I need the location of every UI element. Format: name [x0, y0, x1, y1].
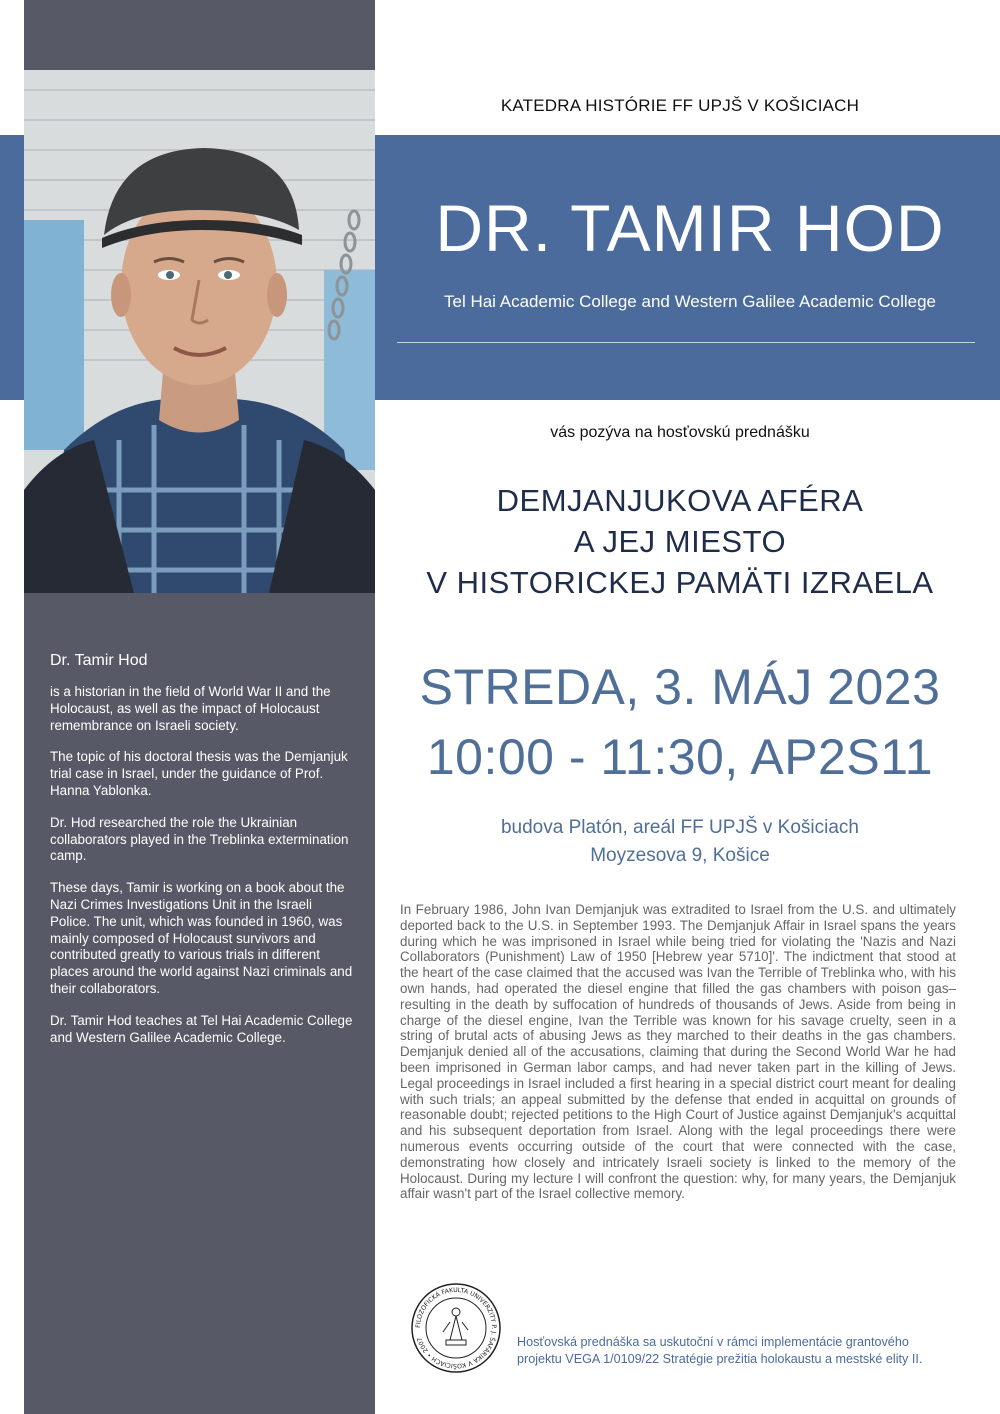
speaker-affiliation: Tel Hai Academic College and Western Galilee Academic College	[444, 292, 936, 311]
title-divider	[397, 342, 975, 343]
seal-text: FILOZOFICKÁ FAKULTA UNIVERZITY P. J. ŠAFÁRIKA V KOŠICIACH • 2007	[414, 1286, 498, 1370]
grant-line: projektu VEGA 1/0109/22 Stratégie prežitia holokaustu a mestské elity II.	[517, 1352, 923, 1366]
speaker-bio	[50, 652, 355, 1061]
lecture-abstract: In February 1986, John Ivan Demjanjuk was extradited to Israel from the U.S. and ultimately deported back to the U.S. in September 1993. The Demjanjuk Affair in Israel spans the years during which he was imprisoned in Israel while being tried for violating the 'Nazis and Nazi Collaborators (Punishment) Law of 1950 [Hebrew year 5710]'. The indictment that stood at the heart of the case claimed that the accused was Ivan the Terrible of Treblinka who, with his own hands, had operated the diesel engine that filled the gas chambers with poison gas–resulting in the death by suffocation of hundreds of thousands of Jews. Aside from being in charge of the diesel engine, Ivan the Terrible was known for his savage cruelty, seen in a string of brutal acts of abusing Jews as they marched to their deaths in the gas chambers. Demjanjuk denied all of the accusations, claiming that during the Second World War he had been imprisoned in German labor camps, and had never taken part in the killing of Jews. Legal proceedings in Israel included a first hearing in a special district court meant for dealing with such trials; an appeal submitted by the defense that ended in acquittal on grounds of reasonable doubt; rejected petitions to the High Court of Justice against Demjanjuk's acquittal and his subsequent deportation from Israel. Along with the legal proceedings there were numerous events occurring outside of the court that were connected with the case, demonstrating how closely and intricately Israeli society is linked to the memory of the Holocaust. During my lecture I will confront the question: why, for many years, the Demjanjuk affair wasn't part of the Israel collective memory.	[400, 902, 956, 1202]
lecture-title-line: A JEJ MIESTO	[573, 524, 787, 559]
speaker-name-title: DR. TAMIR HOD	[435, 191, 945, 265]
bio-paragraph: Dr. Hod researched the role the Ukrainian collaborators played in the Treblinka extermination camp.	[50, 814, 349, 864]
lecture-date: STREDA, 3. MÁJ 2023	[419, 659, 941, 715]
venue-building: budova Platón, areál FF UPJŠ v Košiciach	[500, 817, 859, 838]
grant-note	[517, 1334, 987, 1368]
bio-paragraph: Dr. Tamir Hod teaches at Tel Hai Academic College and Western Galilee Academic College.	[50, 1012, 353, 1045]
invitation-text: vás pozýva na hosťovskú prednášku	[550, 424, 810, 441]
bio-paragraph: The topic of his doctoral thesis was the Demjanjuk trial case in Israel, under the guidance of Prof. Hanna Yablonka.	[50, 749, 348, 798]
venue-info	[380, 814, 980, 870]
department-heading: KATEDRA HISTÓRIE FF UPJŠ V KOŠICIACH	[500, 96, 860, 115]
speaker-portrait-image	[24, 70, 375, 593]
grant-line: Hosťovská prednáška sa uskutoční v rámci implementácie grantového	[517, 1335, 909, 1349]
bio-paragraph: These days, Tamir is working on a book about the Nazi Crimes Investigations Unit in the Israeli Police. The unit, which was founded in 1960, was mainly composed of Holocaust survivors and contributed greatly to various trials in different places around the world against Nazi criminals and their collaborators.	[50, 880, 353, 996]
faculty-seal-logo	[410, 1282, 502, 1374]
title-band-edge	[0, 135, 24, 400]
lecture-title	[380, 480, 980, 603]
venue-address: Moyzesova 9, Košice	[590, 845, 770, 866]
bio-paragraph: is a historian in the field of World War II and the Holocaust, as well as the impact of Holocaust remembrance on Israeli society.	[50, 684, 331, 733]
seal-icon	[410, 1282, 502, 1374]
lecture-title-line: V HISTORICKEJ PAMÄTI IZRAELA	[426, 565, 934, 600]
lecture-time-room: 10:00 - 11:30, AP2S11	[426, 729, 934, 785]
lecture-title-line: DEMJANJUKOVA AFÉRA	[496, 483, 864, 518]
speaker-photo	[24, 70, 375, 593]
bio-name: Dr. Tamir Hod	[50, 652, 148, 669]
